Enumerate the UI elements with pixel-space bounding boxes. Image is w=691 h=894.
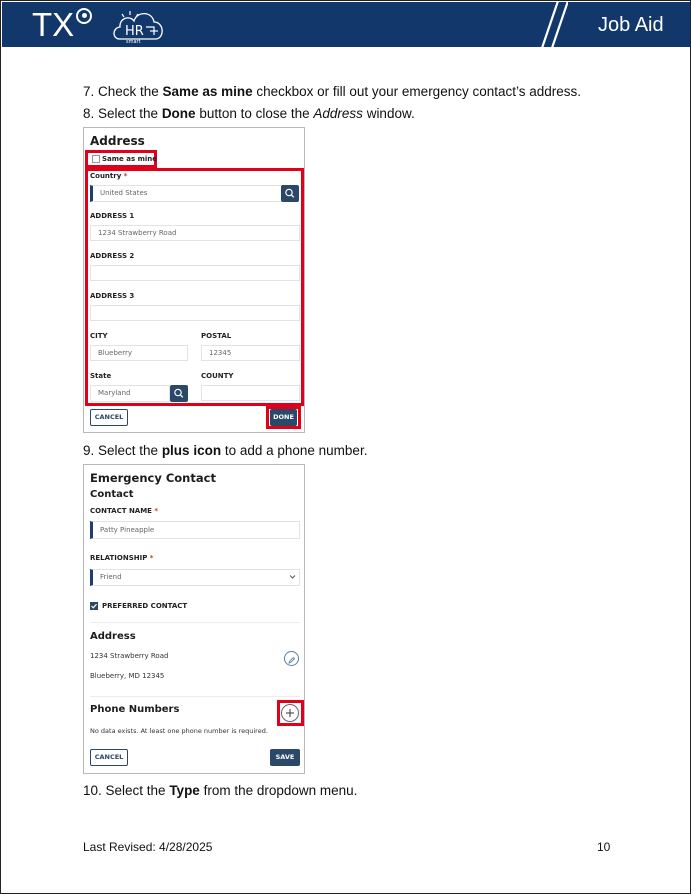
hrsmart-cloud-logo [110,5,168,45]
last-revised-date: Last Revised: 4/28/2025 [83,840,213,854]
step-10-instruction: 10. Select the Type from the dropdown menu. [83,783,358,798]
header-slash-divider [528,2,568,47]
page-number: 10 [597,840,611,854]
address-line-2: Blueberry, MD 12345 [90,672,165,680]
county-label: COUNTY [201,372,234,380]
edit-address-button[interactable] [284,651,299,666]
emergency-contact-screenshot [83,464,305,774]
save-button[interactable]: SAVE [270,749,300,766]
plus-icon [282,705,298,721]
country-search-button[interactable] [281,185,299,202]
step-7-instruction: 7. Check the Same as mine checkbox or fill out your emergency contact’s address. [83,84,582,99]
section-divider [90,622,300,623]
city-label: CITY [90,332,108,340]
address1-label: ADDRESS 1 [90,212,135,220]
header-banner [2,2,691,47]
state-search-button[interactable] [170,385,188,402]
state-input[interactable]: Maryland [90,385,170,402]
address-window-screenshot [83,127,305,433]
address-cancel-button[interactable]: CANCEL [90,409,128,426]
address-fields-highlight [85,168,304,406]
add-phone-button[interactable] [281,704,299,722]
tx-logo: TX [32,6,75,43]
postal-input[interactable]: 12345 [201,345,300,361]
header-title: Job Aid [598,14,664,36]
address-line-1: 1234 Strawberry Road [90,652,169,660]
contact-subtitle: Contact [90,489,134,500]
tx-logo-dot-icon [82,13,87,18]
emergency-contact-title: Emergency Contact [90,471,216,485]
relationship-select[interactable]: Friend [90,569,300,586]
address3-label: ADDRESS 3 [90,292,135,300]
same-as-mine-checkbox[interactable] [92,155,100,163]
svg-text:smart: smart [126,39,141,45]
check-icon [90,602,98,610]
preferred-contact-label: PREFERRED CONTACT [102,602,188,610]
no-phone-data-message: No data exists. At least one phone number is required. [90,727,268,735]
contact-name-input[interactable]: Patty Pineapple [90,521,300,539]
same-as-mine-label: Same as mine [102,155,157,163]
step-9-instruction: 9. Select the plus icon to add a phone number. [83,443,368,458]
step-8-instruction: 8. Select the Done button to close the Address window. [83,106,415,121]
search-icon [281,185,299,202]
address2-label: ADDRESS 2 [90,252,135,260]
state-label: State [90,372,112,380]
section-divider [90,696,300,697]
address1-input[interactable]: 1234 Strawberry Road [90,225,300,241]
city-input[interactable]: Blueberry [90,345,188,361]
svg-text:HR: HR [125,24,144,39]
address3-input[interactable] [90,305,300,321]
phone-numbers-heading: Phone Numbers [90,704,180,715]
emergency-cancel-button[interactable]: CANCEL [90,749,128,766]
pencil-icon [285,654,298,667]
search-icon [170,385,188,402]
county-input[interactable] [201,385,300,401]
postal-label: POSTAL [201,332,232,340]
done-button[interactable]: DONE [270,409,297,426]
address-heading: Address [90,631,136,642]
preferred-contact-checkbox[interactable] [90,602,98,610]
chevron-down-icon [289,574,296,580]
country-label: Country * [90,172,128,180]
contact-name-label: CONTACT NAME * [90,507,159,515]
address2-input[interactable] [90,265,300,281]
relationship-label: RELATIONSHIP * [90,554,154,562]
country-input[interactable]: United States [90,185,282,202]
address-window-title: Address [90,134,145,148]
